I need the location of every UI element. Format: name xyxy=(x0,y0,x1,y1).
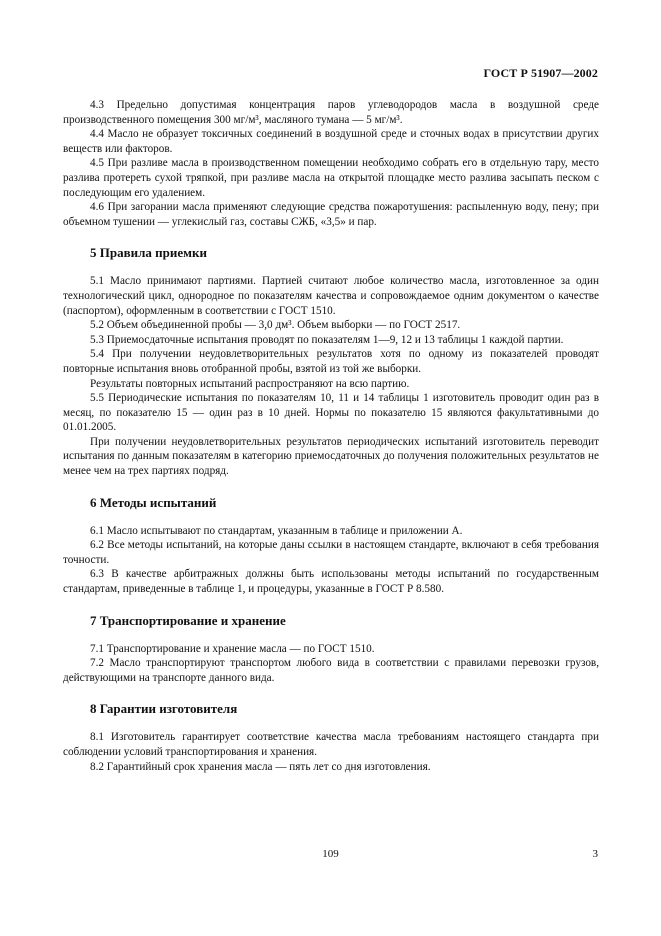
sheet-number: 3 xyxy=(592,848,598,860)
paragraph-8-2: 8.2 Гарантийный срок хранения масла — пять лет со дня изготовления. xyxy=(90,760,431,773)
paragraph-5-5-periodic: При получении неудовлетворительных результатов периодических испытаний изготовитель переводит испытания по данным показателям в категорию приемосдаточных до получения положительных результатов не менее чем на трех партиях подряд. xyxy=(63,435,599,478)
paragraph-4-5: 4.5 При разливе масла в производственном помещении необходимо собрать его в отдельную тару, место разлива протереть сухой тряпкой, при разливе масла на открытой площадке место разлива засыпать песком с последующим его удалением. xyxy=(63,157,599,199)
paragraph-6-2: 6.2 Все методы испытаний, на которые даны ссылки в настоящем стандарте, включают в себя требования точности. xyxy=(63,539,599,566)
paragraph-4-3: 4.3 Предельно допустимая концентрация паров углеводородов масла в воздушной среде производственного помещения 300 мг/м³, масляного тумана — 5 мг/м³. xyxy=(63,99,599,126)
document-body xyxy=(63,98,599,774)
paragraph-8-1: 8.1 Изготовитель гарантирует соответствие качества масла требованиям настоящего стандарта при соблюдении условий транспортирования и хранения. xyxy=(63,731,599,758)
section-7-title: 7 Транспортирование и хранение xyxy=(90,612,286,628)
paragraph-6-1: 6.1 Масло испытывают по стандартам, указанным в таблице и приложении А. xyxy=(90,524,463,537)
paragraph-4-4: 4.4 Масло не образует токсичных соединений в воздушной среде и сточных водах в присутствии других веществ или факторов. xyxy=(63,128,599,155)
section-8-title: 8 Гарантии изготовителя xyxy=(90,701,238,717)
paragraph-5-5: 5.5 Периодические испытания по показателям 10, 11 и 14 таблицы 1 изготовитель проводит один раз в месяц, по показателю 15 — один раз в 10 дней. Нормы по показателю 15 являются факультативными до 01.01.2005. xyxy=(63,392,599,434)
paragraph-6-3: 6.3 В качестве арбитражных должны быть использованы методы испытаний по государственным стандартам, приведенные в таблице 1, и процедуры, указанные в ГОСТ Р 8.580. xyxy=(63,568,599,596)
document-code: ГОСТ Р 51907—2002 xyxy=(483,66,598,80)
section-5-title: 5 Правила приемки xyxy=(90,245,207,261)
paragraph-4-6: 4.6 При загорании масла применяют следующие средства пожаротушения: распыленную воду, пену; при объемном тушении — углекислый газ, составы СЖБ, «3,5» и пар. xyxy=(63,201,599,228)
paragraph-5-1: 5.1 Масло принимают партиями. Партией считают любое количество масла, изготовленное за один технологический цикл, однородное по показателям качества и сопровождаемое одним документом о качестве (паспортом), оформленным в соответствии с ГОСТ 1510. xyxy=(63,275,599,317)
paragraph-7-2: 7.2 Масло транспортируют транспортом любого вида в соответствии с правилами перевозки грузов, действующими на транспорте данного вида. xyxy=(63,657,599,684)
paragraph-5-2: 5.2 Объем объединенной пробы — 3,0 дм³. Объем выборки — по ГОСТ 2517. xyxy=(90,319,461,332)
paragraph-5-3: 5.3 Приемосдаточные испытания проводят по показателям 1—9, 12 и 13 таблицы 1 каждой партии. xyxy=(90,333,564,346)
paragraph-7-1: 7.1 Транспортирование и хранение масла — по ГОСТ 1510. xyxy=(90,642,375,655)
paragraph-5-4-results: Результаты повторных испытаний распространяют на всю партию. xyxy=(90,377,410,390)
section-6-title: 6 Методы испытаний xyxy=(90,494,217,510)
page-number: 109 xyxy=(322,848,339,860)
paragraph-5-4: 5.4 При получении неудовлетворительных результатов хотя по одному из показателей проводят повторные испытания вновь отобранной пробы, взятой из той же выборки. xyxy=(63,348,599,375)
